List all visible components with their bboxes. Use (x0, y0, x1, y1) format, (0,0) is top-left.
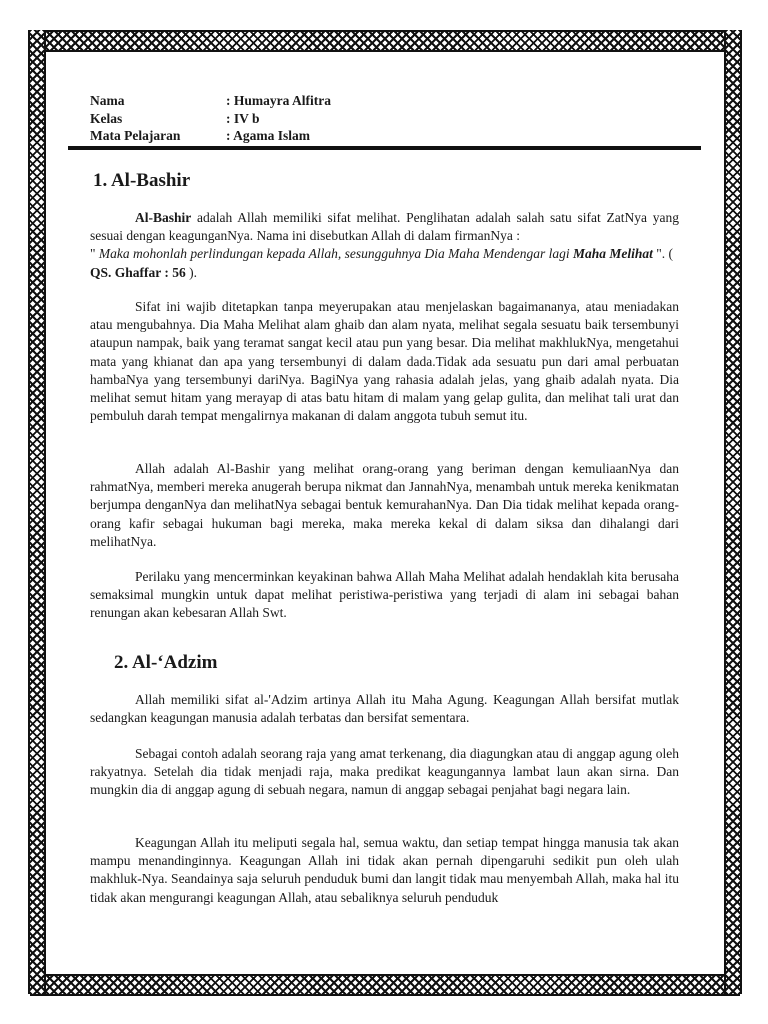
paragraph-al-bashir-definition (90, 209, 679, 282)
quote-text: Maka mohonlah perlindungan kepada Allah, sesungguhnya Dia Maha Mendengar lagi (98, 246, 573, 262)
term-al-bashir: Al-Bashir (135, 210, 192, 225)
paragraph-text: Allah memiliki sifat al-'Adzim artinya Allah itu Maha Agung. Keagungan Allah bersifat mutlak sedangkan keagungan manusia adalah terbatas dan bersifat sementara. (90, 692, 679, 726)
header-row-mapel (90, 127, 680, 145)
paragraph-text: Keagungan Allah itu meliputi segala hal, semua waktu, dan setiap tempat hingga manusia tak akan mampu menandinginnya. Keagungan Allah ini tidak akan pernah dipengaruhi sedikit pun oleh ulah makhluk-Nya. Seandainya saja seluruh penduduk bumi dan langit tidak mau menyembah Allah, maka hal itu tidak akan mengurangi keagungan Allah, atau sebaliknya seluruh penduduk (90, 835, 679, 905)
student-header (90, 92, 680, 145)
paragraph-al-bashir-2 (90, 298, 679, 425)
quote-close: ". ( (652, 246, 674, 262)
paragraph-text: Sifat ini wajib ditetapkan tanpa meyerupakan atau menjelaskan bagaimananya, atau meniadakan atau mengubahnya. Dia Maha Melihat alam ghaib dan alam nyata, melihat segala sesuatu baik tersembunyi ataupun nampak, baik yang teramat sangat kecil atau pun yang besar. Dia melihat makhlukNya, mengetahui mata yang khianat dan apa yang tersembunyi di dalam dada.Tidak ada sesuatu pun dari amal perbuatan hambaNya yang tersembunyi dariNya. BagiNya yang rahasia adalah jelas, yang ghaib adalah nyata. Dia melihat semut hitam yang merayap di atas batu hitam di malam yang gelap gulita, dan melihat tali urat dan pembuluh darah tempat mengalirnya makanan di dalam anggota tubuh semut itu. (90, 299, 679, 424)
paragraph-al-bashir-4 (90, 568, 679, 623)
header-divider (68, 146, 701, 150)
header-label: Nama (90, 93, 125, 108)
decorative-border-right (724, 30, 742, 994)
paragraph-text: Allah adalah Al-Bashir yang melihat orang-orang yang beriman dengan kemuliaanNya dan rahmatNya, memberi mereka anugerah berupa nikmat dan JannahNya, menambah untuk mereka kenikmatan berjumpa denganNya dan melihatNya sebagai bentuk kemurahanNya. Dan Dia tidak melihat kepada orang-orang kafir sebagai hukuman bagi mereka, maka mereka kekal di dalam siksa dan dihalangi dari melihatNya. (90, 461, 679, 549)
header-row-kelas (90, 110, 680, 128)
paragraph-al-adzim-1 (90, 691, 679, 727)
decorative-border-bottom (30, 974, 740, 996)
section-heading-al-bashir: 1. Al-Bashir (93, 170, 191, 191)
paragraph-text: Sebagai contoh adalah seorang raja yang amat terkenang, dia diagungkan atau di anggap agung oleh rakyatnya. Setelah dia tidak menjadi raja, maka predikat keagungannya lambat laun akan sirna. Dan mungkin dia di anggap agung di sebuah negara, namun di anggap sebagai penjahat bagi negara lain. (90, 746, 679, 798)
section-heading-al-adzim: 2. Al-‘Adzim (114, 652, 218, 673)
paragraph-text: Perilaku yang mencerminkan keyakinan bahwa Allah Maha Melihat adalah hendaklah kita berusaha semaksimal mungkin untuk dapat melihat peristiwa-peristiwa yang terjadi di alam ini sebagai bahan renungan akan kebesaran Allah Swt. (90, 569, 679, 621)
decorative-border-left (28, 30, 46, 994)
paragraph-al-bashir-3 (90, 460, 679, 551)
header-label: Kelas (90, 110, 123, 126)
decorative-border-top (30, 30, 740, 52)
header-value: : Agama Islam (226, 128, 310, 143)
quote-end: ). (185, 264, 198, 280)
quote-bold-text: Maha Melihat (572, 246, 653, 262)
paragraph-al-adzim-2 (90, 745, 679, 800)
header-value: : Humayra Alfitra (226, 93, 331, 108)
quran-quote (90, 245, 679, 281)
definition-text: adalah Allah memiliki sifat melihat. Penglihatan adalah salah satu sifat ZatNya yang sesuai dengan keagunganNya. Nama ini disebutkan Allah di dalam firmanNya : (90, 210, 679, 244)
header-row-nama (90, 92, 680, 110)
header-value: : IV b (226, 110, 260, 126)
quote-open: " (90, 246, 99, 262)
paragraph-al-adzim-3 (90, 834, 679, 907)
quran-reference: QS. Ghaffar : 56 (90, 264, 186, 280)
header-label: Mata Pelajaran (90, 128, 181, 143)
